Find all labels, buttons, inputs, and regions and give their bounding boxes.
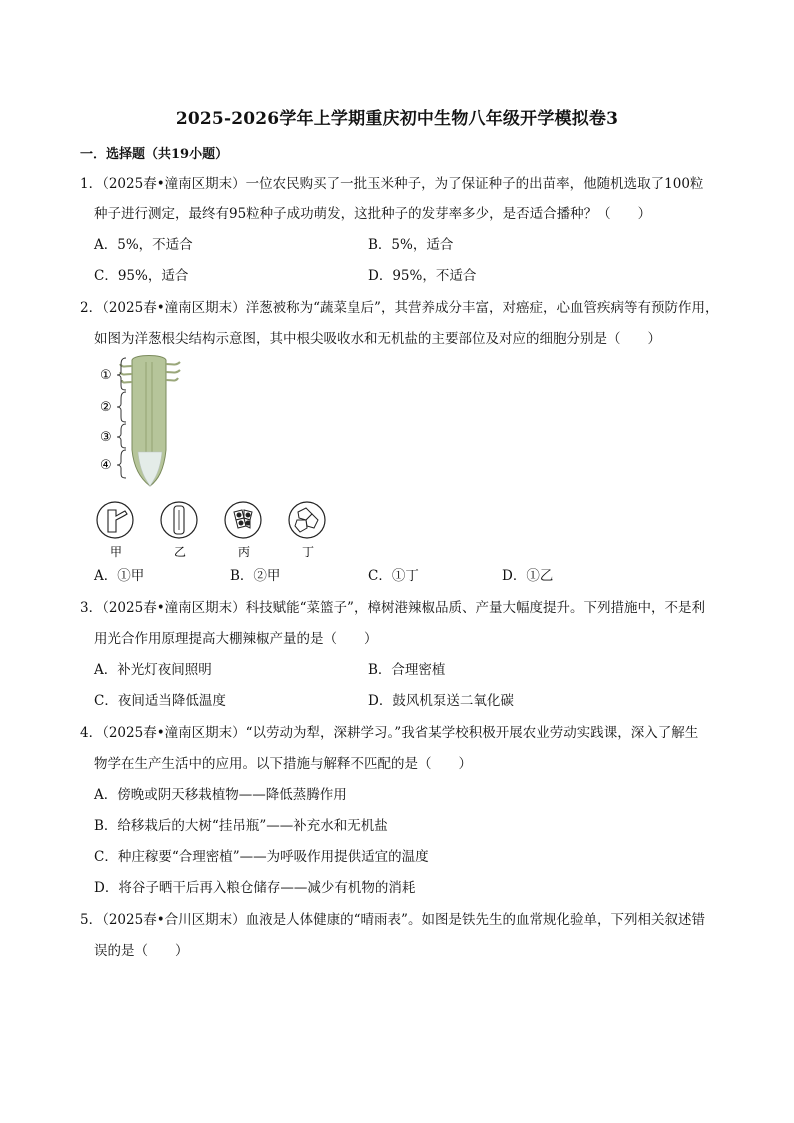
q1-option-a: A．5%，不适合 (94, 237, 193, 253)
q4-option-d: D．将谷子晒干后再入粮仓储存——减少有机物的消耗 (94, 880, 416, 896)
q4-option-b: B．给移栽后的大树“挂吊瓶”——补充水和无机盐 (94, 818, 388, 834)
q1-option-d: D．95%，不适合 (368, 268, 477, 284)
zone-label-1: ① (100, 368, 112, 383)
question-2-line-1: 2．（2025春•潼南区期末）洋葱被称为“蔬菜皇后”，其营养成分丰富，对癌症，心血管疾病等有预防作用， (80, 300, 719, 316)
root-tip-figure (94, 354, 334, 564)
cell-label-bing: 丙 (238, 545, 251, 559)
root-cap (138, 452, 162, 486)
q2-option-b: B．②甲 (230, 568, 281, 584)
q1-option-c: C．95%，适合 (94, 268, 189, 284)
q1-option-b: B．5%，适合 (368, 237, 454, 253)
page-title: 2025-2026学年上学期重庆初中生物八年级开学模拟卷3 (175, 109, 619, 129)
q2-option-a: A．①甲 (94, 568, 145, 584)
question-4-line-2: 物学在生产生活中的应用。以下措施与解释不匹配的是（ ） (94, 756, 472, 772)
q3-option-b: B．合理密植 (368, 662, 446, 678)
question-1-line-2: 种子进行测定，最终有95粒种子成功萌发，这批种子的发芽率多少，是否适合播种？（ ） (94, 206, 652, 222)
zone-label-4: ④ (100, 458, 112, 473)
q3-option-a: A．补光灯夜间照明 (94, 662, 212, 678)
q3-option-c: C．夜间适当降低温度 (94, 693, 226, 709)
section-heading: 一．选择题（共19小题） (80, 147, 229, 162)
q2-option-c: C．①丁 (368, 568, 419, 584)
q4-option-a: A．傍晚或阴天移栽植物——降低蒸腾作用 (94, 787, 347, 803)
question-4-line-1: 4．（2025春•潼南区期末）“以劳动为犁，深耕学习。”我省某学校积极开展农业劳动实践课，深入了解生 (80, 725, 699, 741)
zone-brackets (117, 358, 126, 478)
q4-option-c: C．种庄稼要“合理密植”——为呼吸作用提供适宜的温度 (94, 849, 429, 865)
q3-option-d: D．鼓风机泵送二氧化碳 (368, 693, 514, 709)
question-5-line-1: 5．（2025春•合川区期末）血液是人体健康的“晴雨表”。如图是铁先生的血常规化验单，下列相关叙述错 (80, 912, 705, 928)
zone-label-2: ② (100, 400, 112, 415)
root-tip-diagram (94, 354, 334, 564)
cell-label-ding: 丁 (302, 545, 315, 559)
question-3-line-2: 用光合作用原理提高大棚辣椒产量的是（ ） (94, 631, 378, 647)
question-5-line-2: 误的是（ ） (94, 943, 189, 959)
cell-label-jia: 甲 (110, 545, 123, 559)
cell-label-yi: 乙 (174, 545, 187, 559)
q2-option-d: D．①乙 (502, 568, 554, 584)
question-2-line-2: 如图为洋葱根尖结构示意图，其中根尖吸收水和无机盐的主要部位及对应的细胞分别是（ ） (94, 331, 661, 347)
question-1-line-1: 1．（2025春•潼南区期末）一位农民购买了一批玉米种子，为了保证种子的出苗率，他随机选取了100粒 (80, 176, 704, 192)
zone-label-3: ③ (100, 430, 112, 445)
cell-circles (97, 502, 325, 538)
question-3-line-1: 3．（2025春•潼南区期末）科技赋能“菜篮子”，樟树港辣椒品质、产量大幅度提升。下列措施中，不是利 (80, 600, 705, 616)
